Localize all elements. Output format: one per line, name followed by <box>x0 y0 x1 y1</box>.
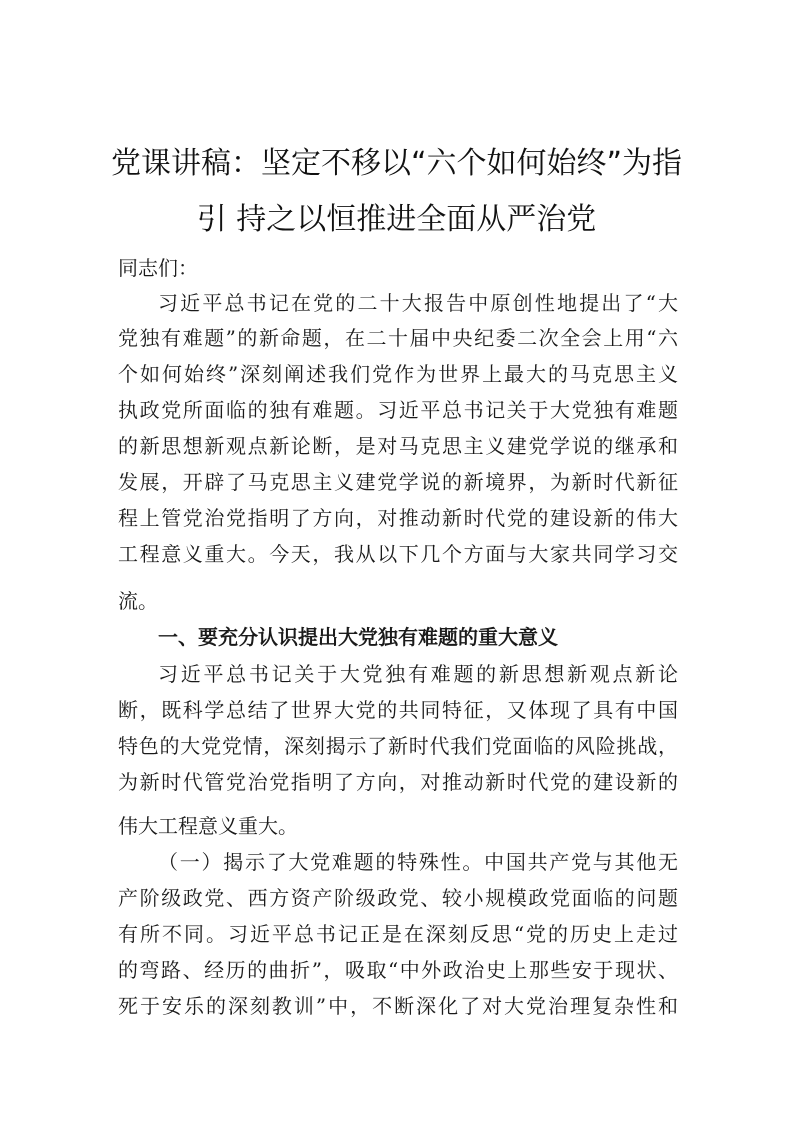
section-heading: 一、要充分认识提出大党独有难题的重大意义 <box>158 625 558 649</box>
document-title-line-2: 引 持之以恒推进全面从严治党 <box>196 202 597 237</box>
section-para-line: 习近平总书记关于大党独有难题的新思想新观点新论 <box>158 662 678 686</box>
intro-line: 程上管党治党指明了方向，对推动新时代党的建设新的伟大 <box>118 506 678 530</box>
intro-line: 个如何始终”深刻阐述我们党作为世界上最大的马克思主义 <box>118 362 678 386</box>
subsection-line: 死于安乐的深刻教训”中，不断深化了对大党治理复杂性和 <box>118 994 678 1018</box>
subsection-text: 中国共产党与其他无 <box>484 850 679 874</box>
section-para-line: 伟大工程意义重大。 <box>118 814 298 838</box>
subsection-heading: （一）揭示了大党难题的特殊性。 <box>158 850 485 874</box>
subsection-line: 产阶级政党、西方资产阶级政党、较小规模政党面临的问题 <box>118 886 678 910</box>
subsection-line: 有所不同。习近平总书记正是在深刻反思“党的历史上走过 <box>118 922 678 946</box>
salutation: 同志们： <box>118 256 198 280</box>
intro-line: 习近平总书记在党的二十大报告中原创性地提出了“大 <box>158 291 678 315</box>
intro-line: 发展，开辟了马克思主义建党学说的新境界，为新时代新征 <box>118 470 678 494</box>
document-title-line-1: 党课讲稿：坚定不移以“六个如何始终”为指 <box>110 146 683 181</box>
intro-line: 的新思想新观点新论断，是对马克思主义建党学说的继承和 <box>118 434 678 458</box>
subsection-line: 的弯路、经历的曲折”，吸取“中外政治史上那些安于现状、 <box>118 958 678 982</box>
subsection-first-line <box>158 852 678 872</box>
section-para-line: 为新时代管党治党指明了方向，对推动新时代党的建设新的 <box>118 770 678 794</box>
intro-line: 党独有难题”的新命题，在二十届中央纪委二次全会上用“六 <box>118 326 678 350</box>
section-para-line: 特色的大党党情，深刻揭示了新时代我们党面临的风险挑战， <box>118 734 678 758</box>
section-para-line: 断，既科学总结了世界大党的共同特征，又体现了具有中国 <box>118 698 678 722</box>
intro-line: 工程意义重大。今天，我从以下几个方面与大家共同学习交 <box>118 542 678 566</box>
intro-line: 流。 <box>118 589 158 613</box>
intro-line: 执政党所面临的独有难题。习近平总书记关于大党独有难题 <box>118 398 678 422</box>
